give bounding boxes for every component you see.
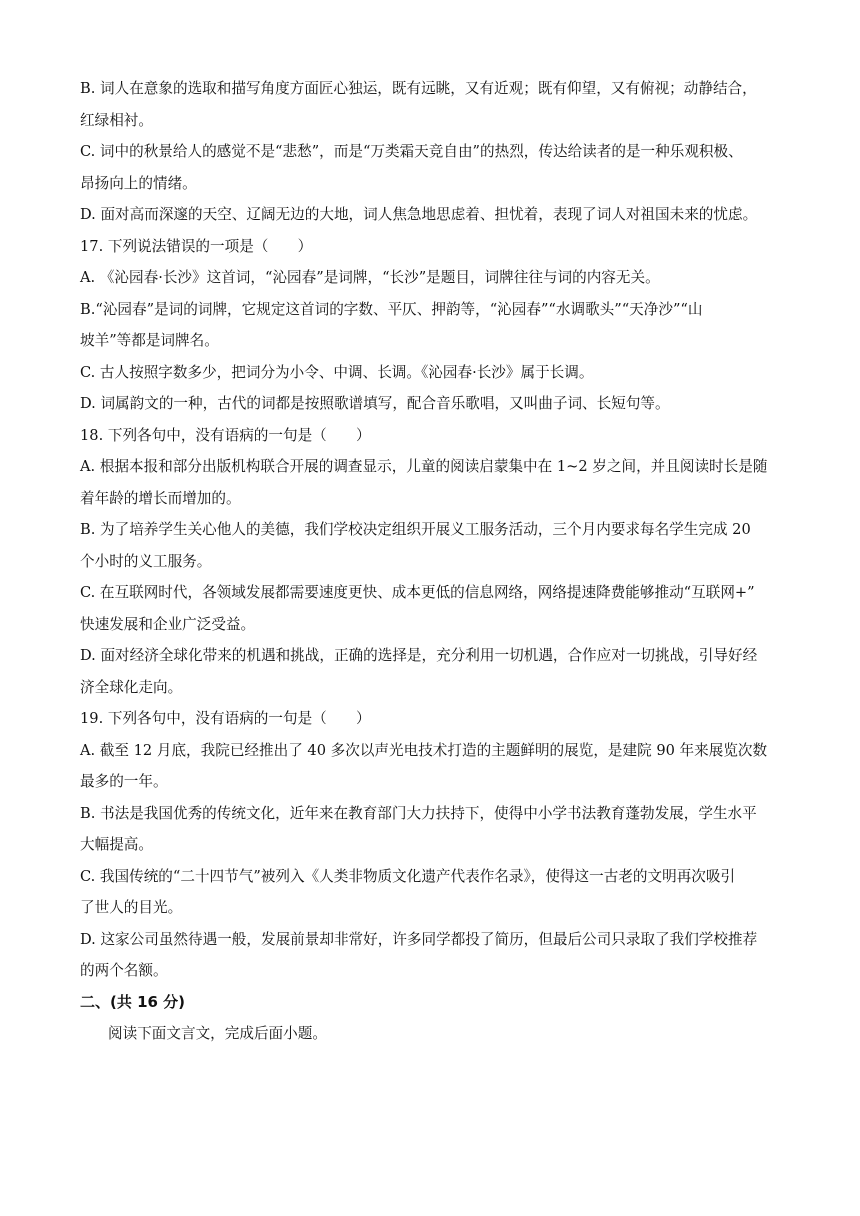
text-line: D. 这家公司虽然待遇一般，发展前景却非常好，许多同学都投了简历，但最后公司只录取了我们学校推荐 <box>80 930 758 948</box>
q18-option-b <box>80 514 780 577</box>
text-line: A. 《沁园春·长沙》这首词，“沁园春”是词牌，“长沙”是题目，词牌往往与词的内容无关。 <box>80 269 660 286</box>
text-line: 大幅提高。 <box>80 836 153 853</box>
text-line: 红绿相衬。 <box>80 111 153 129</box>
text-line: 最多的一年。 <box>80 773 168 790</box>
section-two-title: 二、(共 16 分) <box>80 992 186 1011</box>
q19-stem: 19. 下列各句中，没有语病的一句是（ ） <box>80 710 371 727</box>
q16-option-d <box>80 199 780 231</box>
text-line: A. 根据本报和部分出版机构联合开展的调查显示，儿童的阅读启蒙集中在 1~2 岁之间，并且阅读时长是随 <box>80 458 768 475</box>
q19-option-c <box>80 861 780 924</box>
q16-option-b <box>80 73 780 136</box>
q18-stem: 18. 下列各句中，没有语病的一句是（ ） <box>80 426 371 444</box>
text-line: C. 我国传统的“二十四节气”被列入《人类非物质文化遗产代表作名录》，使得这一古老的文明再次吸引 <box>80 867 736 885</box>
text-line: 济全球化走向。 <box>80 678 183 696</box>
q17-option-b <box>80 294 780 357</box>
text-line: C. 古人按照字数多少，把词分为小令、中调、长调。《沁园春·长沙》属于长调。 <box>80 363 594 381</box>
text-line: D. 面对经济全球化带来的机遇和挑战，正确的选择是，充分利用一切机遇，合作应对一切挑战，引导好经 <box>80 647 758 664</box>
q17-stem: 17. 下列说法错误的一项是（ ） <box>80 237 313 255</box>
q19-option-d <box>80 924 780 987</box>
text-line: B. 词人在意象的选取和描写角度方面匠心独运，既有远眺，又有近观；既有仰望，又有俯视；动静结合， <box>80 80 757 97</box>
q17-option-d <box>80 388 780 420</box>
q19-option-b <box>80 798 780 861</box>
text-line: 个小时的义工服务。 <box>80 552 212 570</box>
text-line: D. 面对高而深邃的天空、辽阔无边的大地，词人焦急地思虑着、担忧着，表现了词人对祖国未来的忧虑。 <box>80 206 758 223</box>
text-line: 的两个名额。 <box>80 962 168 979</box>
page-content <box>80 73 780 1050</box>
q18-option-a <box>80 451 780 514</box>
text-line: B. 书法是我国优秀的传统文化，近年来在教育部门大力扶持下，使得中小学书法教育蓬勃发展，学生水平 <box>80 804 757 822</box>
q19-option-a <box>80 735 780 798</box>
text-line: 着年龄的增长而增加的。 <box>80 489 241 507</box>
q18-option-c <box>80 577 780 640</box>
text-line: D. 词属韵文的一种，古代的词都是按照歌谱填写，配合音乐歌唱，又叫曲子词、长短句等。 <box>80 395 670 412</box>
q17-option-a <box>80 262 780 294</box>
text-line: 坡羊”等都是词牌名。 <box>80 332 219 349</box>
text-line: B. 为了培养学生关心他人的美德，我们学校决定组织开展义工服务活动，三个月内要求每名学生完成 20 <box>80 521 751 538</box>
text-line: 快速发展和企业广泛受益。 <box>80 615 256 633</box>
text-line: 了世人的目光。 <box>80 899 183 916</box>
text-line: B.“沁园春”是词的词牌，它规定这首词的字数、平仄、押韵等，“沁园春”“水调歌头”“天净沙”“山 <box>80 300 703 318</box>
q17-option-c <box>80 357 780 389</box>
text-line: A. 截至 12 月底，我院已经推出了 40 多次以声光电技术打造的主题鲜明的展览，是建院 90 年来展览次数 <box>80 741 768 759</box>
q16-option-c <box>80 136 780 199</box>
section-two-instruction: 阅读下面文言文，完成后面小题。 <box>108 1025 327 1042</box>
text-line: 昂扬向上的情绪。 <box>80 174 197 192</box>
text-line: C. 在互联网时代，各领域发展都需要速度更快、成本更低的信息网络，网络提速降费能够推动“互联网+” <box>80 584 755 601</box>
text-line: C. 词中的秋景给人的感觉不是“悲愁”，而是“万类霜天竞自由”的热烈，传达给读者的是一种乐观积极、 <box>80 143 743 160</box>
q18-option-d <box>80 640 780 703</box>
